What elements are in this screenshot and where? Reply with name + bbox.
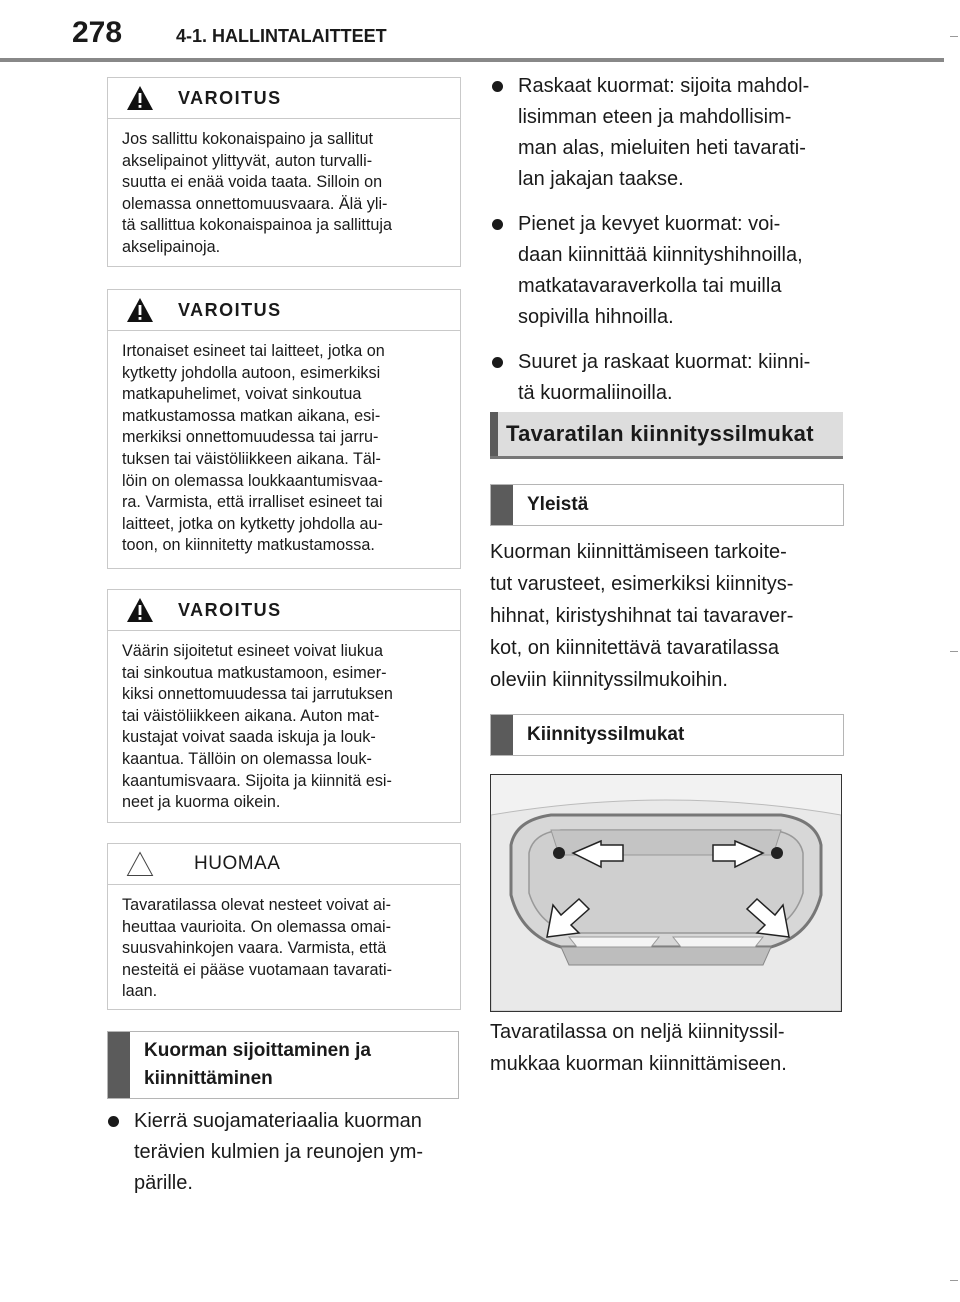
text-line: Väärin sijoitetut esineet voivat liukua [122, 642, 383, 660]
crop-mark [950, 651, 958, 652]
text-line: kaantua. Tällöin on olemassa louk- [122, 749, 372, 768]
text-line: kot, on kiinnitettävä tavaratilassa [490, 637, 780, 659]
bullet-list [490, 71, 850, 423]
heading-bar [491, 715, 513, 755]
text-line: akselipainot ylittyvät, auton turvalli- [122, 151, 373, 170]
warning-box [107, 289, 461, 569]
bullet-icon [108, 1116, 119, 1127]
subheading-line: kiinnittäminen [144, 1068, 273, 1089]
warning-header [108, 590, 460, 631]
text-line: Pienet ja kevyet kuormat: voi- [518, 213, 781, 235]
text-line: tai väistöliikkeen aikana. Auton mat- [122, 706, 380, 725]
heading-bar [108, 1032, 130, 1098]
figure-caption [490, 1016, 850, 1080]
trunk-illustration [491, 775, 841, 1011]
warning-triangle-icon [126, 297, 154, 323]
note-box [107, 843, 461, 1010]
general-paragraph [490, 536, 850, 696]
main-heading [490, 412, 843, 459]
bullet-icon [492, 357, 503, 368]
text-line: matkatavaraverkolla tai muilla [518, 275, 782, 297]
header-rule [0, 58, 944, 62]
text-line: neet ja kuorma oikein. [122, 793, 281, 812]
subheading-load-placement [107, 1031, 459, 1099]
text-line: kaantumisvaara. Sijoita ja kiinnitä esi- [122, 771, 392, 790]
text-line: Jos sallittu kokonaispaino ja sallitut [122, 130, 374, 148]
text-line: matkustamossa matkan aikana, esi- [122, 406, 381, 425]
subheading-eyelets [490, 714, 844, 756]
eyelet-marker [771, 847, 783, 859]
text-line: lan jakajan taakse. [518, 168, 684, 190]
text-line: tuksen tai väistöliikkeen aikana. Täl- [122, 449, 381, 468]
trunk-figure [490, 774, 842, 1012]
list-item [106, 1106, 466, 1199]
text-line: kiksi onnettomuudessa tai jarrutuksen [122, 685, 393, 704]
warning-header [108, 78, 460, 119]
text-line: mukkaa kuorman kiinnittämiseen. [490, 1053, 787, 1075]
subheading-line: Kuorman sijoittaminen ja [144, 1040, 371, 1061]
warning-triangle-icon [126, 597, 154, 623]
text-line: suutta ei enää voida taata. Silloin on [122, 173, 383, 192]
text-line: Kierrä suojamateriaalia kuorman [134, 1110, 422, 1132]
text-line: pärille. [134, 1172, 193, 1194]
bullet-list [106, 1106, 466, 1213]
warning-title: VAROITUS [178, 87, 282, 108]
crop-mark [950, 1280, 958, 1281]
section-title: 4-1. HALLINTALAITTEET [176, 26, 387, 46]
text-line: matkapuhelimet, voivat sinkoutua [122, 385, 362, 404]
warning-triangle-icon [126, 85, 154, 111]
note-title: HUOMAA [194, 853, 281, 874]
text-line: tä kuormaliinoilla. [518, 382, 673, 404]
text-line: ra. Varmista, että irralliset esineet tai [122, 493, 383, 512]
text-line: löin on olemassa loukkaantumisvaa- [122, 471, 383, 490]
warning-header [108, 290, 460, 331]
text-line: tai sinkoutua matkustamoon, esimer- [122, 663, 387, 682]
text-line: oleviin kiinnityssilmukoihin. [490, 669, 728, 691]
crop-mark [950, 36, 958, 37]
text-line: olemassa onnettomuusvaara. Älä yli- [122, 194, 388, 213]
bullet-icon [492, 81, 503, 92]
text-line: sopivilla hihnoilla. [518, 306, 674, 328]
text-line: Tavaratilassa olevat nesteet voivat ai- [122, 896, 392, 914]
text-line: akselipainoja. [122, 237, 221, 256]
caution-outline-icon [126, 851, 154, 877]
page-number: 278 [72, 16, 123, 49]
text-line: Irtonaiset esineet tai laitteet, jotka on [122, 342, 385, 360]
text-line: kytketty johdolla autoon, esimerkiksi [122, 363, 381, 382]
text-line: suusvahinkojen vaara. Varmista, että [122, 939, 387, 958]
subheading-general [490, 484, 844, 526]
subheading-label: Kiinnityssilmukat [527, 724, 685, 745]
text-line: kustajat voivat saada iskuja ja louk- [122, 728, 376, 747]
warning-text [108, 631, 460, 824]
text-line: toon, on kiinnitetty matkustamossa. [122, 536, 375, 555]
text-line: terävien kulmien ja reunojen ym- [134, 1141, 424, 1163]
warning-text [108, 119, 460, 269]
eyelet-marker [553, 847, 565, 859]
warning-title: VAROITUS [178, 299, 282, 320]
warning-title: VAROITUS [178, 599, 282, 620]
list-item [490, 347, 850, 409]
text-line: Raskaat kuormat: sijoita mahdol- [518, 75, 810, 97]
list-item [490, 71, 850, 195]
text-line: daan kiinnittää kiinnityshihnoilla, [518, 244, 803, 266]
subheading-label: Yleistä [527, 494, 589, 515]
heading-bar [490, 412, 498, 456]
warning-text [108, 331, 460, 567]
text-line: hihnat, kiristyshihnat tai tavaraver- [490, 605, 794, 627]
text-line: merkiksi onnettomuudessa tai jarru- [122, 428, 379, 447]
text-line: Kuorman kiinnittämiseen tarkoite- [490, 541, 787, 563]
warning-box [107, 589, 461, 823]
subheading-label [130, 1032, 371, 1098]
text-line: lisimman eteen ja mahdollisim- [518, 106, 792, 128]
note-text [108, 885, 460, 1013]
text-line: laitteet, jotka on kytketty johdolla au- [122, 514, 383, 533]
text-line: laan. [122, 982, 158, 1001]
list-item [490, 209, 850, 333]
text-line: Tavaratilassa on neljä kiinnityssil- [490, 1021, 785, 1043]
text-line: heuttaa vaurioita. On olemassa omai- [122, 917, 392, 936]
main-heading-label: Tavaratilan kiinnityssilmukat [506, 421, 814, 446]
text-line: man alas, mieluiten heti tavarati- [518, 137, 806, 159]
warning-box [107, 77, 461, 267]
bullet-icon [492, 219, 503, 230]
text-line: tä sallittua kokonaispainoa ja sallittuja [122, 216, 392, 235]
text-line: tut varusteet, esimerkiksi kiinnitys- [490, 573, 794, 595]
text-line: nesteitä ei pääse vuotamaan tavarati- [122, 960, 392, 979]
text-line: Suuret ja raskaat kuormat: kiinni- [518, 351, 811, 373]
note-header [108, 844, 460, 885]
heading-bar [491, 485, 513, 525]
